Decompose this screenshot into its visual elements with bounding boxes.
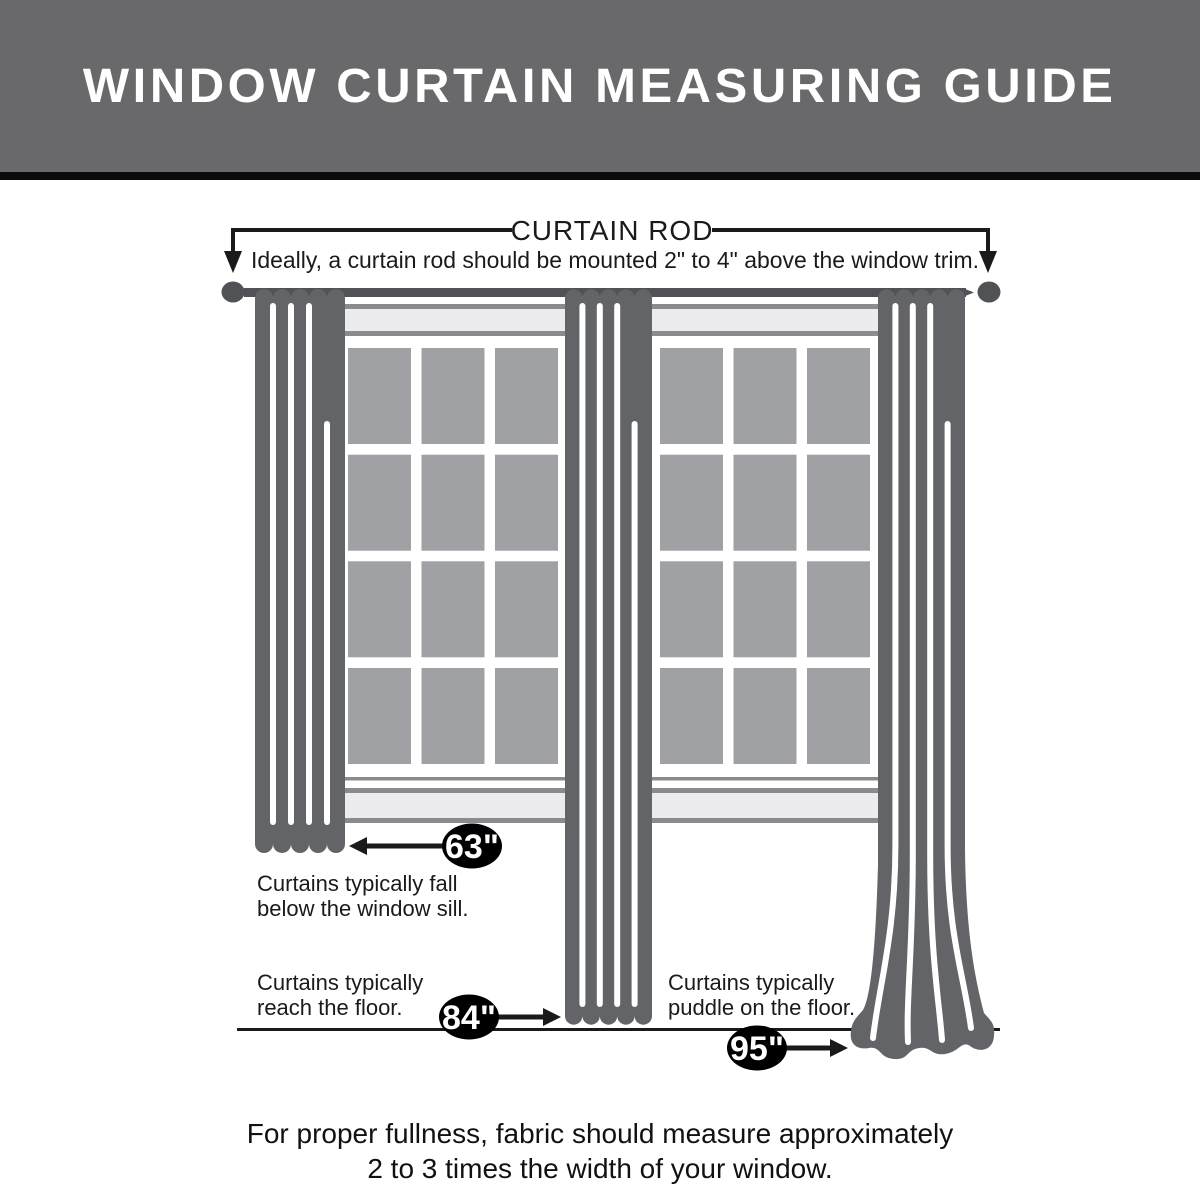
fullness-note-line2: 2 to 3 times the width of your window. [367, 1153, 833, 1184]
desc-84-line2: reach the floor. [257, 995, 403, 1020]
window-left [340, 304, 566, 823]
left-arrow-icon [349, 837, 367, 855]
right-arrow-icon [830, 1039, 848, 1057]
length-value-84: 84" [442, 999, 496, 1037]
down-arrow-icon [224, 251, 242, 273]
rod-callout-bracket [224, 215, 997, 273]
fullness-note-line1: For proper fullness, fabric should measure approximately [246, 1118, 954, 1149]
curtain-panel-84 [565, 289, 652, 1024]
desc-95-line2: puddle on the floor. [668, 995, 856, 1020]
desc-95-line1: Curtains typically [668, 970, 835, 995]
desc-63-line2: below the window sill. [257, 896, 469, 921]
rod-finial-right [978, 282, 1001, 303]
fullness-note [0, 1116, 1200, 1186]
length-value-63: 63" [445, 828, 499, 866]
length-value-95: 95" [730, 1030, 784, 1068]
measuring-guide-diagram [0, 180, 1200, 1100]
header-banner [0, 0, 1200, 180]
length-annotation-95 [668, 970, 855, 1071]
desc-63-line1: Curtains typically fall [257, 871, 458, 896]
rod-finial-left [222, 282, 245, 303]
curtain-panel-63 [255, 289, 345, 853]
curtain-rod-label: CURTAIN ROD [510, 215, 714, 246]
curtain-rod-note: Ideally, a curtain rod should be mounted 2" to 4" above the window trim. [251, 247, 979, 273]
desc-84-line1: Curtains typically [257, 970, 424, 995]
down-arrow-icon [979, 251, 997, 273]
page-title: WINDOW CURTAIN MEASURING GUIDE [83, 59, 1117, 113]
curtain-panel-95 [851, 289, 994, 1059]
window-right [652, 304, 878, 823]
right-arrow-icon [543, 1008, 561, 1026]
